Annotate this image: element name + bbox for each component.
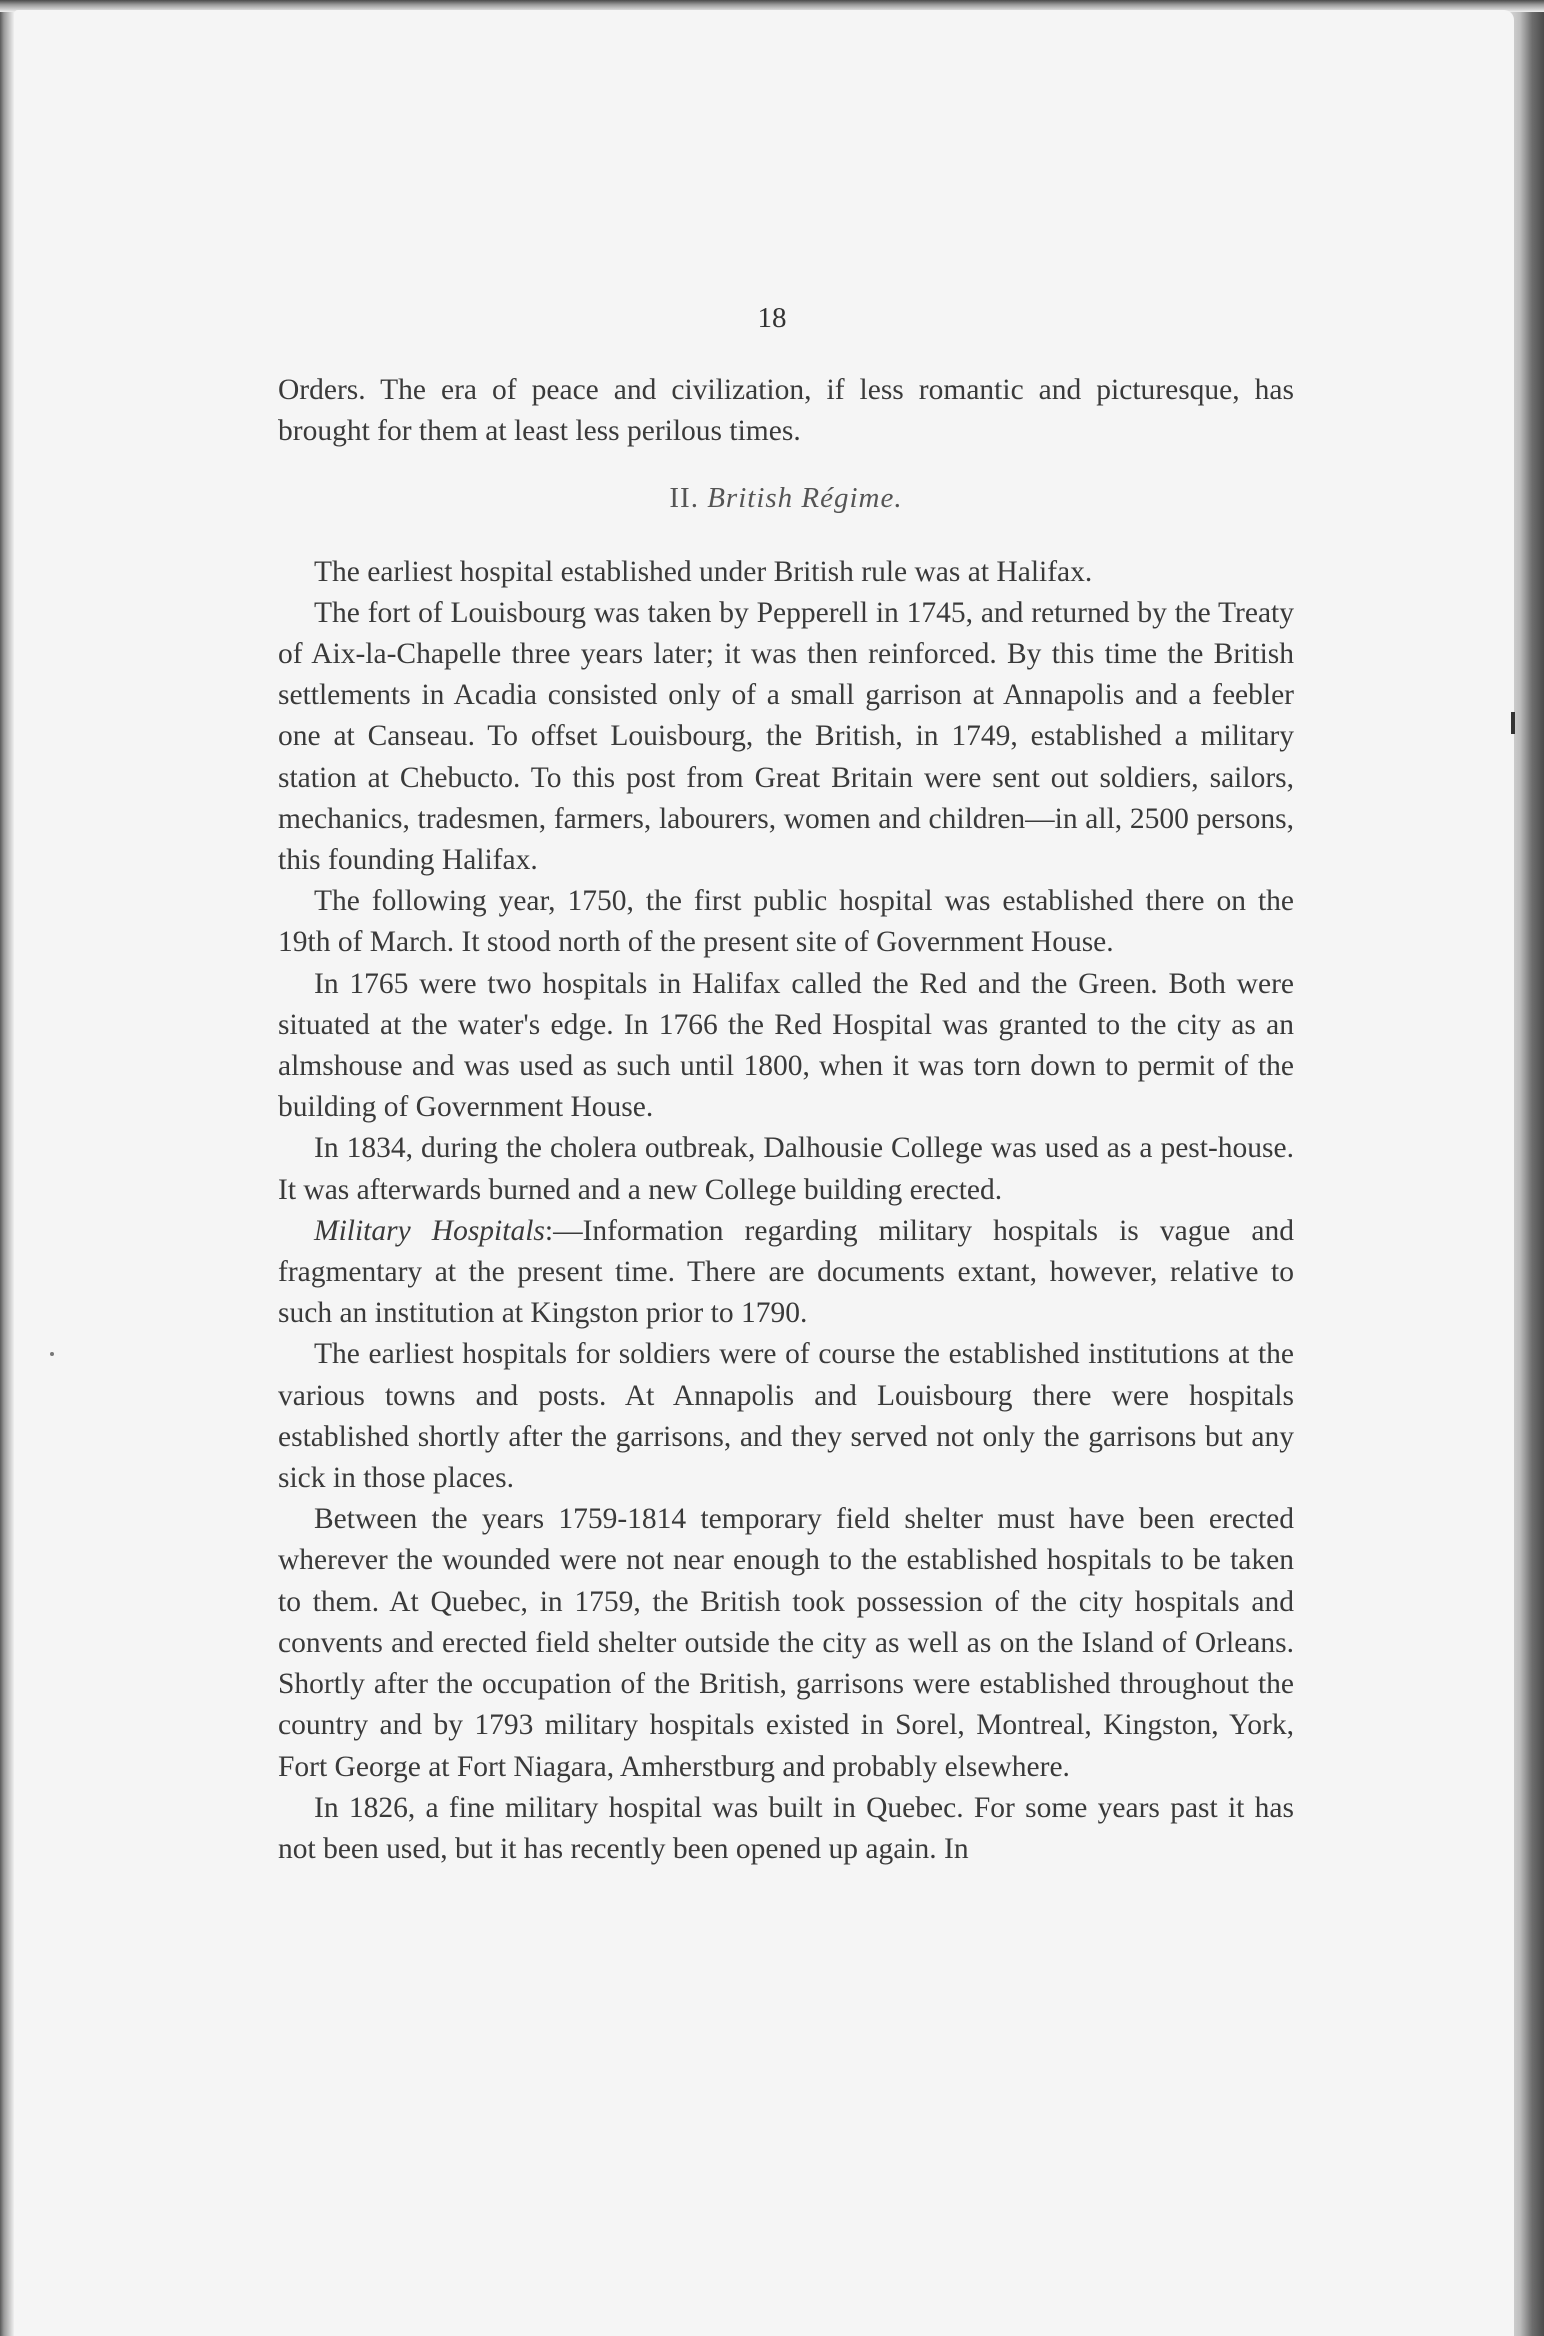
paragraph: The earliest hospital established under British rule was at Halifax. <box>314 555 1093 588</box>
military-hospitals-lead: Military Hospitals <box>314 1214 545 1247</box>
paragraph: In 1826, a fine military hospital was built in Quebec. For some years past it has not been used, but it has recently been opened up again. In <box>278 1791 1294 1865</box>
binding-mark <box>1511 712 1515 734</box>
paragraph: Between the years 1759-1814 temporary field shelter must have been erected wherever the wounded were not near enough to the established hospitals to be taken to them. At Quebec, in 1759, the British took possession of the city hospitals and convents and erected field shelter outside the city as well as on the Island of Orleans. Shortly after the occupation of the British, garrisons were established throughout the country and by 1793 military hospitals existed in Sorel, Montreal, Kingston, York, Fort George at Fort Niagara, Amherstburg and probably elsewhere. <box>278 1503 1294 1783</box>
paragraph: In 1834, during the cholera outbreak, Dalhousie College was used as a pest-house. It was afterwards burned and a new College building erected. <box>278 1132 1294 1206</box>
paragraph-military-hospitals <box>278 1211 1294 1335</box>
paragraph: The following year, 1750, the first public hospital was established there on the 19th of March. It stood north of the present site of Government House. <box>278 885 1294 959</box>
military-hospitals-text: :—Information regarding military hospitals is vague and fragmentary at the present time. There are documents extant, however, relative to such an institution at Kingston prior to 1790. <box>278 1214 1294 1330</box>
paragraph: The earliest hospitals for soldiers were of course the established institutions at the various towns and posts. At Annapolis and Louisbourg there were hospitals established shortly after the garrisons, and they served not only the garrisons but any sick in those places. <box>278 1338 1294 1495</box>
paragraph: In 1765 were two hospitals in Halifax called the Red and the Green. Both were situated at the water's edge. In 1766 the Red Hospital was granted to the city as an almshouse and was used as such until 1800, when it was torn down to permit of the building of Government House. <box>278 967 1294 1124</box>
paragraph-continued: Orders. The era of peace and civilization, if less romantic and picturesque, has brought for them at least less perilous times. <box>278 374 1294 448</box>
section-heading <box>278 478 1294 519</box>
scan-speck <box>50 1352 54 1356</box>
body-text <box>278 370 1294 1870</box>
page-number: 18 <box>757 302 787 334</box>
paragraph: The fort of Louisbourg was taken by Pepperell in 1745, and returned by the Treaty of Aix-la-Chapelle three years later; it was then reinforced. By this time the British settlements in Acadia consisted only of a small garrison at Annapolis and a feebler one at Canseau. To offset Louisbourg, the British, in 1749, established a military station at Chebucto. To this post from Great Britain were sent out soldiers, sailors, mechanics, tradesmen, farmers, labourers, women and children—in all, 2500 persons, this founding Halifax. <box>278 596 1294 877</box>
section-numeral: II. <box>669 482 699 515</box>
section-title: British Régime. <box>707 482 903 515</box>
